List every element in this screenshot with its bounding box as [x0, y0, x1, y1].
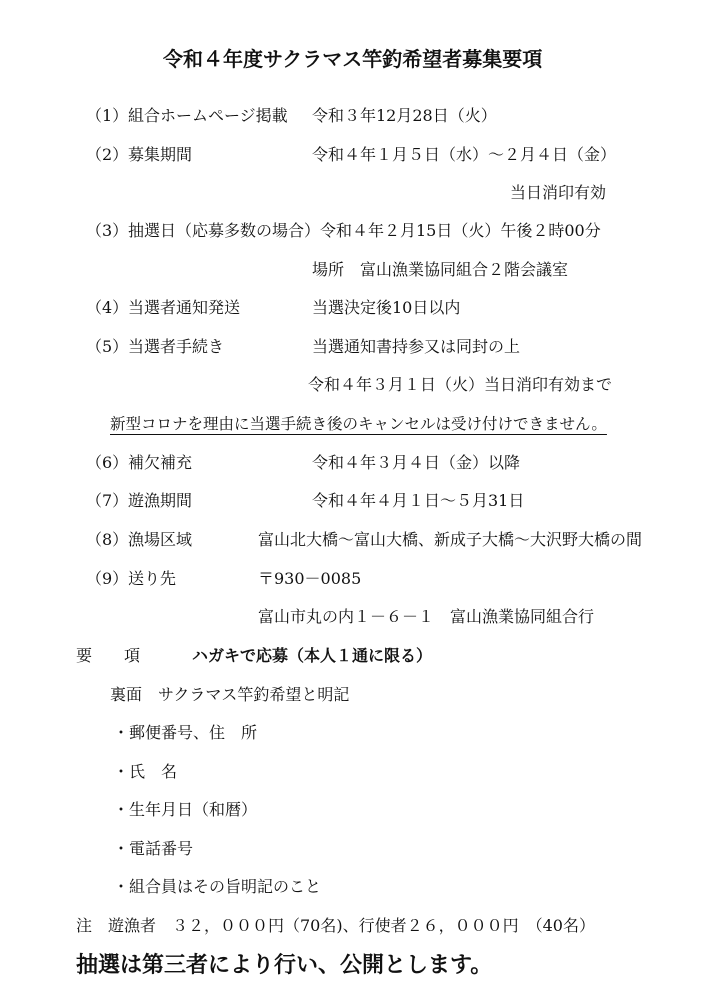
- item-value: 令和４年４月１日～５月31日: [312, 491, 525, 510]
- item-label: 当選者通知発送: [128, 298, 241, 317]
- item-label: 当選者手続き: [128, 337, 225, 356]
- youkou-value: ハガキで応募（本人１通に限る）: [192, 646, 433, 665]
- item-number: （7）: [86, 491, 129, 510]
- bullet-item: ・組合員はその旨明記のこと: [113, 877, 322, 896]
- item-value: 令和３年12月28日（火）: [312, 106, 497, 125]
- item-value: 令和４年２月15日（火）午後２時00分: [320, 221, 601, 240]
- item-label: 漁場区域: [128, 530, 193, 549]
- bullet-item: ・生年月日（和暦）: [113, 800, 258, 819]
- item-number: （2）: [86, 145, 129, 164]
- item-number: （5）: [86, 337, 129, 356]
- item-label: 遊漁期間: [128, 491, 193, 510]
- mailing-address: 富山市丸の内１－６－１ 富山漁業協同組合行: [258, 607, 595, 626]
- item-value: 当選決定後10日以内: [312, 298, 461, 317]
- youkou-label: 要 項: [76, 646, 141, 665]
- item-value: 富山北大橋～富山大橋、新成子大橋～大沢野大橋の間: [258, 530, 643, 549]
- item-number: （4）: [86, 298, 129, 317]
- fee-note: 注 遊漁者 ３２，０００円（70名)、行使者２６，０００円 （40名）: [76, 916, 595, 935]
- item-label: 抽選日（応募多数の場合）: [128, 221, 321, 240]
- item-label: 送り先: [128, 569, 177, 588]
- item-value: 当選通知書持参又は同封の上: [312, 337, 521, 356]
- item-number: （3）: [86, 221, 129, 240]
- item-number: （8）: [86, 530, 129, 549]
- item-note: 当日消印有効: [510, 183, 607, 202]
- item-value: 令和４年１月５日（水）～２月４日（金）: [312, 145, 617, 164]
- item-number: （6）: [86, 453, 129, 472]
- item-note: 場所 富山漁業協同組合２階会議室: [312, 260, 569, 279]
- bullet-item: ・氏 名: [113, 762, 178, 781]
- page-title: 令和４年度サクラマス竿釣希望者募集要項: [163, 47, 543, 71]
- item-number: （1）: [86, 106, 129, 125]
- item-note: 令和４年３月１日（火）当日消印有効まで: [308, 375, 613, 394]
- back-side-note: 裏面 サクラマス竿釣希望と明記: [110, 685, 350, 704]
- bullet-item: ・郵便番号、住 所: [113, 723, 258, 742]
- closing-statement: 抽選は第三者により行い、公開とします。: [76, 952, 493, 978]
- item-label: 補欠補充: [128, 453, 193, 472]
- bullet-item: ・電話番号: [113, 839, 194, 858]
- item-number: （9）: [86, 569, 129, 588]
- cancellation-notice: 新型コロナを理由に当選手続き後のキャンセルは受け付けできません。: [110, 415, 607, 433]
- item-label: 募集期間: [128, 145, 193, 164]
- item-label: 組合ホームページ掲載: [128, 106, 288, 125]
- item-value: 令和４年３月４日（金）以降: [312, 453, 521, 472]
- postal-code: 〒930－0085: [258, 569, 362, 588]
